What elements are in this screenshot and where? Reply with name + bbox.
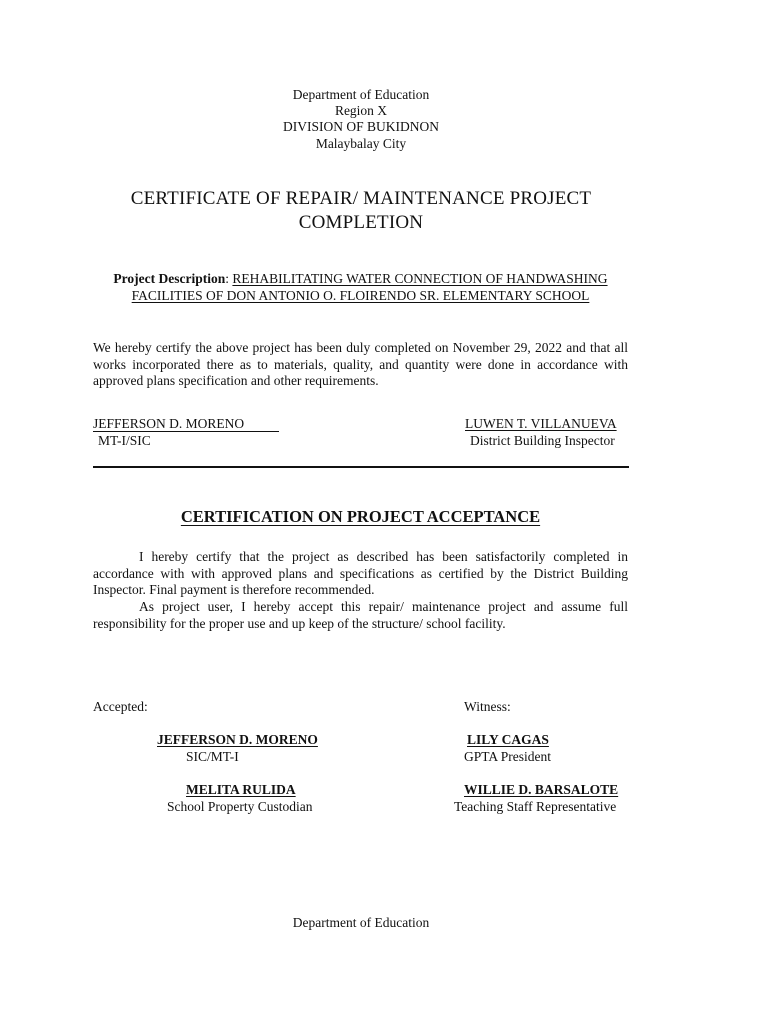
witness-person-1 [467, 732, 549, 749]
accepted-person-2-name: MELITA RULIDA [186, 782, 296, 797]
completion-signatory-right-name: LUWEN T. VILLANUEVA [465, 416, 617, 431]
project-description-continued [93, 288, 628, 305]
project-description-line2: FACILITIES OF DON ANTONIO O. FLOIRENDO SR. ELEMENTARY SCHOOL [131, 288, 590, 303]
header-department: Department of Education [292, 87, 430, 102]
acceptance-paragraph-2: As project user, I hereby accept this repair/ maintenance project and assume full responsibility for the proper use and up keep of the structure/ school facility. [93, 599, 628, 631]
project-description-line1: REHABILITATING WATER CONNECTION OF HANDWASHING [232, 271, 608, 286]
accepted-label: Accepted: [93, 699, 148, 714]
completion-statement: We hereby certify the above project has been duly completed on November 29, 2022 and that all works incorporated there as to materials, quality, and quantity were done in accordance with approved plans specification and other requirements. [93, 340, 628, 388]
accepted-person-1-role: SIC/MT-I [186, 749, 239, 764]
completion-signatory-left-role: MT-I/SIC [98, 433, 151, 448]
witness-label: Witness: [464, 699, 511, 714]
accepted-person-2-role: School Property Custodian [167, 799, 313, 814]
witness-person-1-name: LILY CAGAS [467, 732, 549, 747]
project-description-label: Project Description [113, 271, 226, 286]
accepted-person-1 [157, 732, 318, 749]
completion-signatory-right-role: District Building Inspector [470, 433, 615, 448]
certificate-title-line1: CERTIFICATE OF REPAIR/ MAINTENANCE PROJECT [130, 188, 592, 209]
certificate-title-line2: COMPLETION [298, 212, 424, 233]
accepted-person-2 [186, 782, 296, 799]
completion-signatory-left-name: JEFFERSON D. MORENO [93, 416, 279, 432]
header-division: DIVISION OF BUKIDNON [283, 119, 439, 134]
footer-department: Department of Education [292, 915, 430, 930]
completion-signatory-right [465, 416, 617, 433]
witness-person-2 [464, 782, 618, 799]
section-divider [93, 466, 629, 468]
acceptance-paragraph-1: I hereby certify that the project as described has been satisfactorily completed in accordance with with approved plans and specifications as certified by the District Building Inspector. Final payment is therefore recommended. [93, 549, 628, 597]
witness-person-2-name: WILLIE D. BARSALOTE [464, 782, 619, 797]
witness-person-1-role: GPTA President [464, 749, 552, 764]
accepted-person-1-name: JEFFERSON D. MORENO [157, 732, 318, 747]
witness-person-2-role: Teaching Staff Representative [454, 799, 617, 814]
project-description [93, 271, 628, 288]
project-description-separator: : [225, 271, 233, 286]
header-region: Region X [334, 103, 388, 118]
acceptance-heading: CERTIFICATION ON PROJECT ACCEPTANCE [180, 507, 541, 526]
header-city: Malaybalay City [315, 136, 407, 151]
